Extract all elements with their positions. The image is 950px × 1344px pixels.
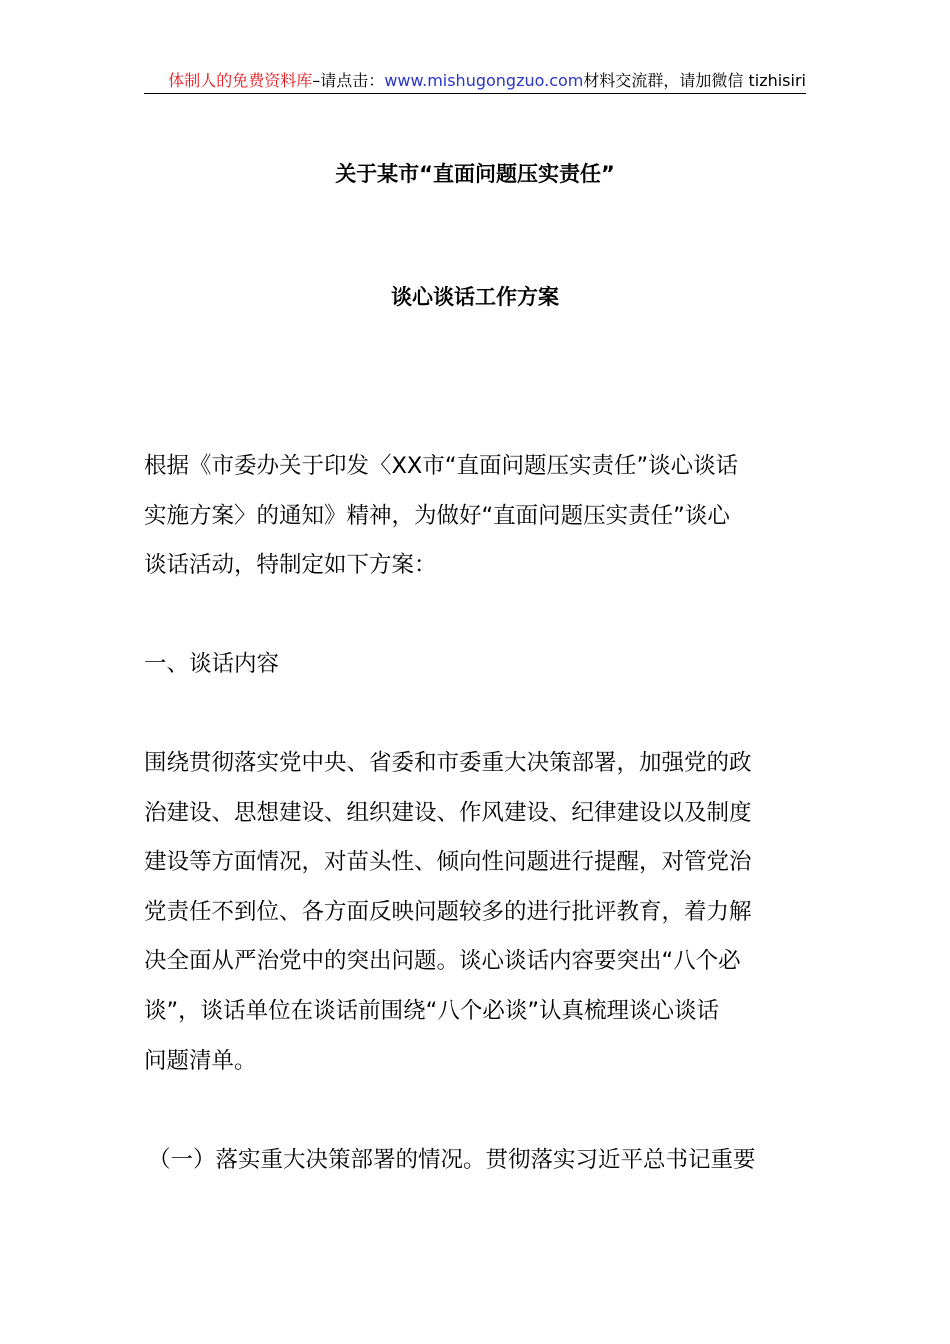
intro-paragraph	[144, 442, 806, 591]
header-url-link[interactable]: www.mishugongzuo.com	[384, 71, 584, 90]
section1-line: 问题清单。	[144, 1047, 257, 1074]
intro-line: 根据《市委办关于印发〈XX市“直面问题压实责任”谈心谈话	[144, 453, 739, 479]
header-contact: 材料交流群，请加微信 tizhisiri	[583, 71, 806, 90]
section1-line: 党责任不到位、各方面反映问题较多的进行批评教育，着力解	[144, 898, 752, 925]
header-brand: 体制人的免费资料库	[168, 71, 313, 90]
subsection-1-line: （一）落实重大决策部署的情况。贯彻落实习近平总书记重要	[148, 1147, 756, 1173]
intro-line: 谈话活动，特制定如下方案：	[144, 552, 437, 579]
section1-line: 谈”，谈话单位在谈话前围绕“八个必谈”认真梳理谈心谈话	[144, 997, 719, 1024]
subsection-1-paragraph	[148, 1136, 810, 1186]
header-prompt: –请点击：	[312, 71, 385, 90]
document-title-line-1: 关于某市“直面问题压实责任”	[335, 162, 615, 186]
section1-paragraph	[144, 739, 806, 1086]
page-header	[144, 68, 806, 94]
intro-line: 实施方案〉的通知》精神，为做好“直面问题压实责任”谈心	[144, 502, 730, 529]
section1-line: 治建设、思想建设、组织建设、作风建设、纪律建设以及制度	[144, 799, 752, 826]
section-heading-1: 一、谈话内容	[144, 651, 280, 677]
section1-line: 建设等方面情况，对苗头性、倾向性问题进行提醒，对管党治	[144, 849, 752, 876]
section1-line: 决全面从严治党中的突出问题。谈心谈话内容要突出“八个必	[144, 948, 741, 975]
header-divider	[144, 93, 806, 94]
document-title-line-2: 谈心谈话工作方案	[391, 285, 559, 309]
section1-line: 围绕贯彻落实党中央、省委和市委重大决策部署，加强党的政	[144, 750, 752, 776]
